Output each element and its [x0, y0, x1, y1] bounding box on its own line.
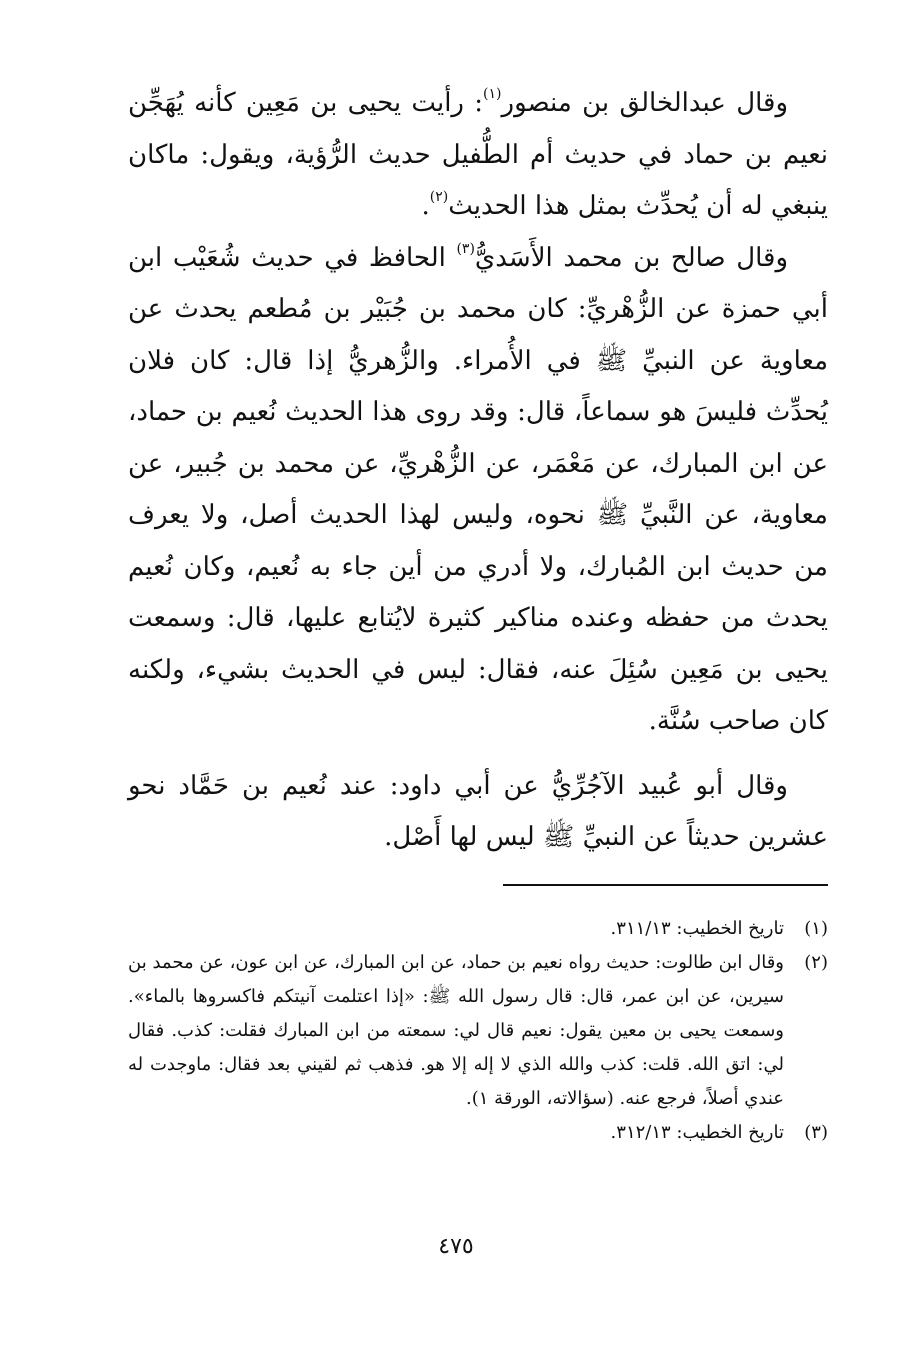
footnote-ref-2[interactable]: (٢): [429, 189, 449, 205]
paragraph-3: وقال أبو عُبيد الآجُرِّيُّ عن أبي داود: عند نُعيم بن حَمَّاد نحو عشرين حديثاً عن النبيِّ ﷺ ليس لها أَصْل.: [128, 770, 828, 852]
footnote-number: (٣): [804, 1122, 828, 1143]
paragraph-2: وقال صالح بن محمد الأَسَديُّ$^{(٣)}$ الحافظ في حديث شُعَيْب ابن أبي حمزة عن الزُّهْريِّ: كان محمد بن جُبَيْر بن مُطعم يحدث عن معاوية عن النبيِّ ﷺ في الأُمراء. والزُّهريُّ إذا قال: كان فلان يُحدِّث فليسَ هو سماعاً، قال: وقد روى هذا الحديث نُعيم بن حماد، عن ابن المبارك، عن مَعْمَر، عن الزُّهْريِّ، عن محمد بن جُبير، عن معاوية، عن النَّبيِّ ﷺ نحوه، وليس لهذا الحديث أصل، ولا يعرف من حديث ابن المُبارك، ولا أدري من أين جاء به نُعيم، وكان نُعيم يحدث من حفظه وعنده مناكير كثيرة لايُتابع عليها، قال: وسمعت يحيى بن مَعِين سُئِلَ عنه، فقال: ليس في الحديث بشيء، ولكنه كان صاحب سُنَّة.: [128, 240, 828, 736]
footnotes: [128, 912, 828, 1150]
footnote-ref-1[interactable]: (١): [483, 86, 502, 102]
footnote-3: [128, 1116, 828, 1150]
footnote-number: (٢): [804, 952, 828, 973]
footnote-text: تاريخ الخطيب: ٣١١/١٣.: [610, 918, 784, 939]
footnote-divider: [503, 884, 828, 886]
footnote-2: [128, 946, 828, 1116]
main-text: [128, 78, 828, 864]
footnote-text: وقال ابن طالوت: حديث رواه نعيم بن حماد، عن ابن المبارك، عن ابن عون، عن محمد بن سيرين، عن ابن عمر، قال: قال رسول الله ﷺ: «إذا اعتلمت آنيتكم فاكسروها بالماء». وسمعت يحيى بن معين يقول: نعيم قال لي: سمعته من ابن المبارك فقلت: كذب. فقال لي: اتق الله. قلت: كذب والله الذي لا إله إلا هو. فذهب ثم لقيني بعد فقال: ماوجدت له عندي أصلاً، فرجع عنه. (سؤالاته، الورقة ١).: [128, 952, 785, 1109]
footnote-text: تاريخ الخطيب: ٣١٢/١٣.: [610, 1122, 784, 1143]
footnote-ref-3[interactable]: (٣): [456, 240, 475, 257]
footnote-number: (١): [804, 918, 828, 939]
paragraph-1: وقال عبدالخالق بن منصور$^{(١)}$: رأيت يحيى بن مَعِين كأنه يُهَجِّن نعيم بن حماد في حديث أم الطُّفيل حديث الرُّؤية، ويقول: ماكان ينبغي له أن يُحدِّث بمثل هذا الحديث$^{(٢)}$.: [128, 86, 828, 221]
footnote-1: [128, 912, 828, 946]
page-number: ٤٧٥: [438, 1234, 474, 1259]
